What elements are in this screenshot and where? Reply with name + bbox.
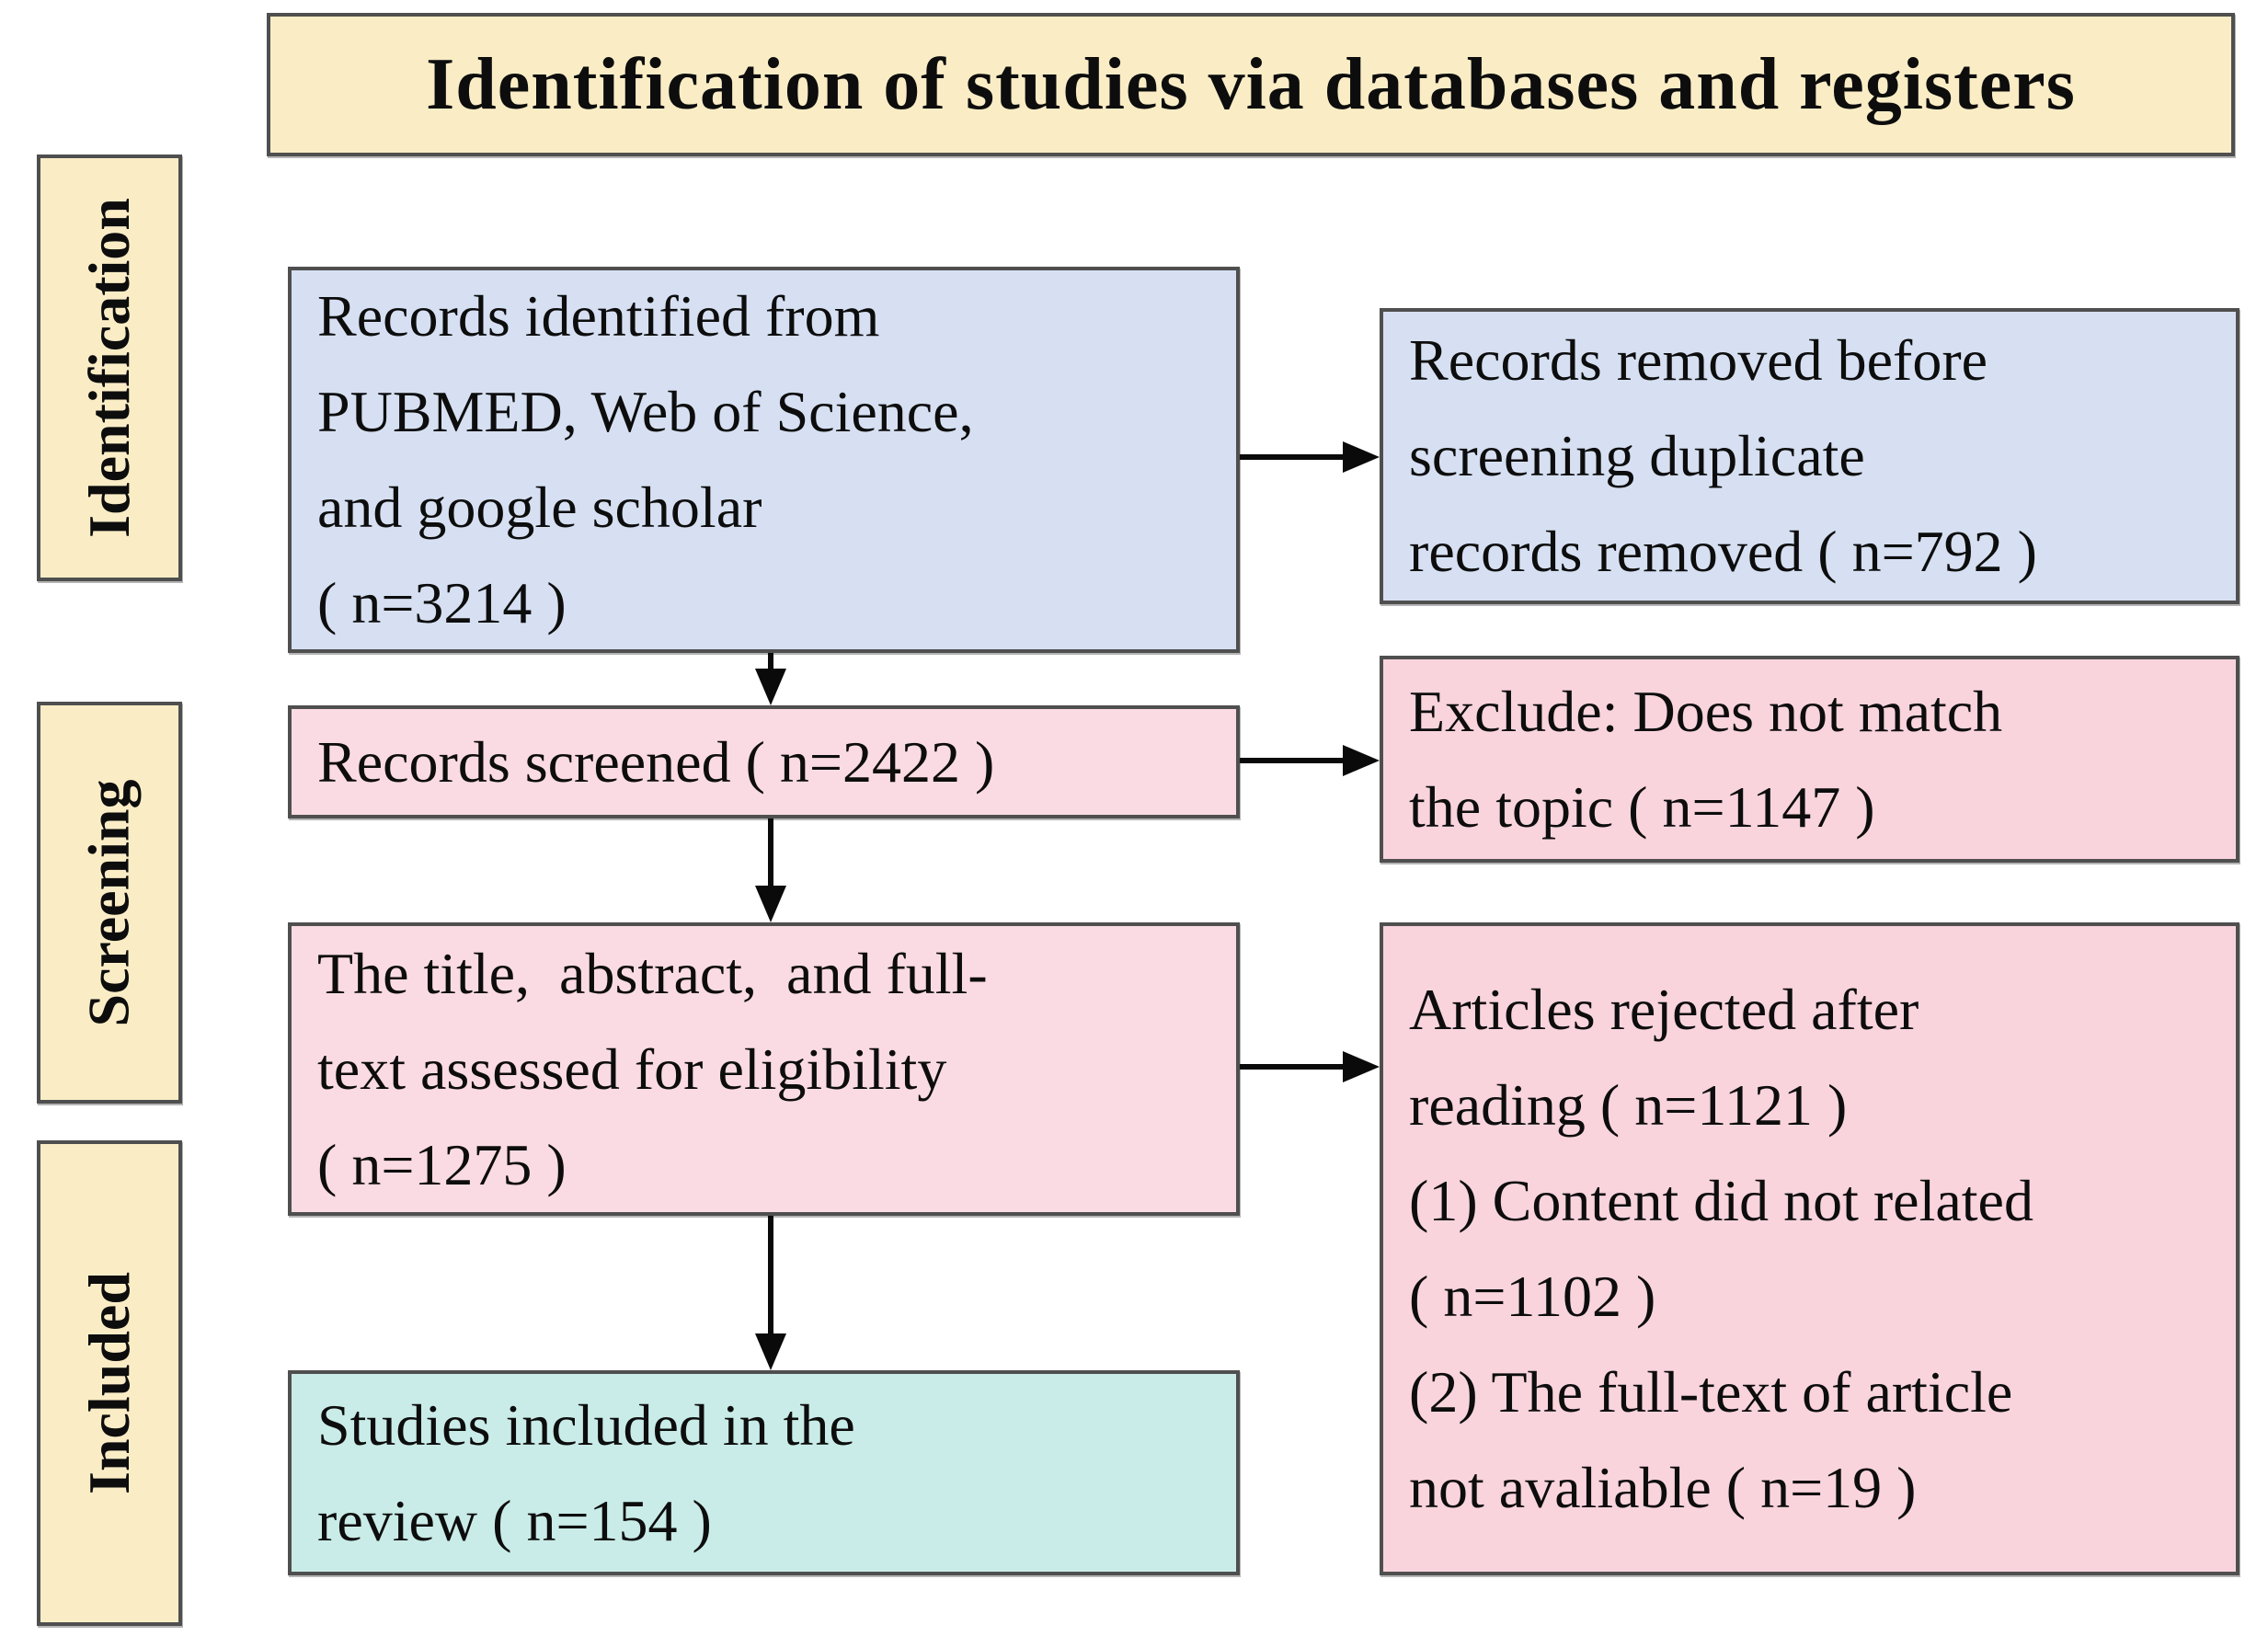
excluded-count: the topic ( n=1147 ) <box>1409 773 1875 840</box>
flow-box-records-screened <box>288 705 1240 818</box>
records-removed-line: screening duplicate <box>1409 423 1865 488</box>
rejected-reason-1-count: ( n=1102 ) <box>1409 1264 1656 1329</box>
rejected-reason-2-count: not avaliable ( n=19 ) <box>1409 1455 1917 1520</box>
eligibility-line: The title, abstract, and full- <box>317 940 988 1006</box>
stage-label-identification <box>37 154 182 581</box>
flow-box-assessed-for-eligibility <box>288 922 1240 1216</box>
stage-label-screening-text: Screening <box>76 778 142 1027</box>
studies-included-count: review ( n=154 ) <box>317 1487 712 1553</box>
flow-box-articles-rejected <box>1380 922 2239 1575</box>
rejected-line: Articles rejected after <box>1409 977 1919 1042</box>
flow-box-excluded-topic <box>1380 656 2239 863</box>
records-removed-line: Records removed before <box>1409 327 1988 393</box>
stage-label-included <box>37 1140 182 1626</box>
excluded-line: Exclude: Does not match <box>1409 678 2003 744</box>
records-removed-count: records removed ( n=792 ) <box>1409 519 2037 584</box>
flow-box-studies-included <box>288 1370 1240 1575</box>
eligibility-line: text assessed for eligibility <box>317 1036 947 1102</box>
records-identified-line: and google scholar <box>317 475 762 540</box>
diagram-title: Identification of studies via databases and registers <box>426 43 2076 125</box>
stage-label-included-text: Included <box>76 1272 142 1494</box>
records-identified-line: Records identified from <box>317 283 880 349</box>
rejected-count: reading ( n=1121 ) <box>1409 1072 1848 1138</box>
eligibility-count: ( n=1275 ) <box>317 1131 567 1197</box>
stage-label-screening <box>37 702 182 1104</box>
records-identified-count: ( n=3214 ) <box>317 570 567 635</box>
records-identified-line: PUBMED, Web of Science, <box>317 379 974 444</box>
records-screened-line: Records screened ( n=2422 ) <box>317 728 995 795</box>
flow-box-records-removed <box>1380 308 2239 604</box>
rejected-reason-1: (1) Content did not related <box>1409 1168 2033 1233</box>
studies-included-line: Studies included in the <box>317 1391 855 1458</box>
stage-label-identification-text: Identification <box>76 198 142 538</box>
flow-box-records-identified <box>288 267 1240 653</box>
diagram-title-banner <box>267 13 2235 156</box>
rejected-reason-2: (2) The full-text of article <box>1409 1359 2013 1425</box>
